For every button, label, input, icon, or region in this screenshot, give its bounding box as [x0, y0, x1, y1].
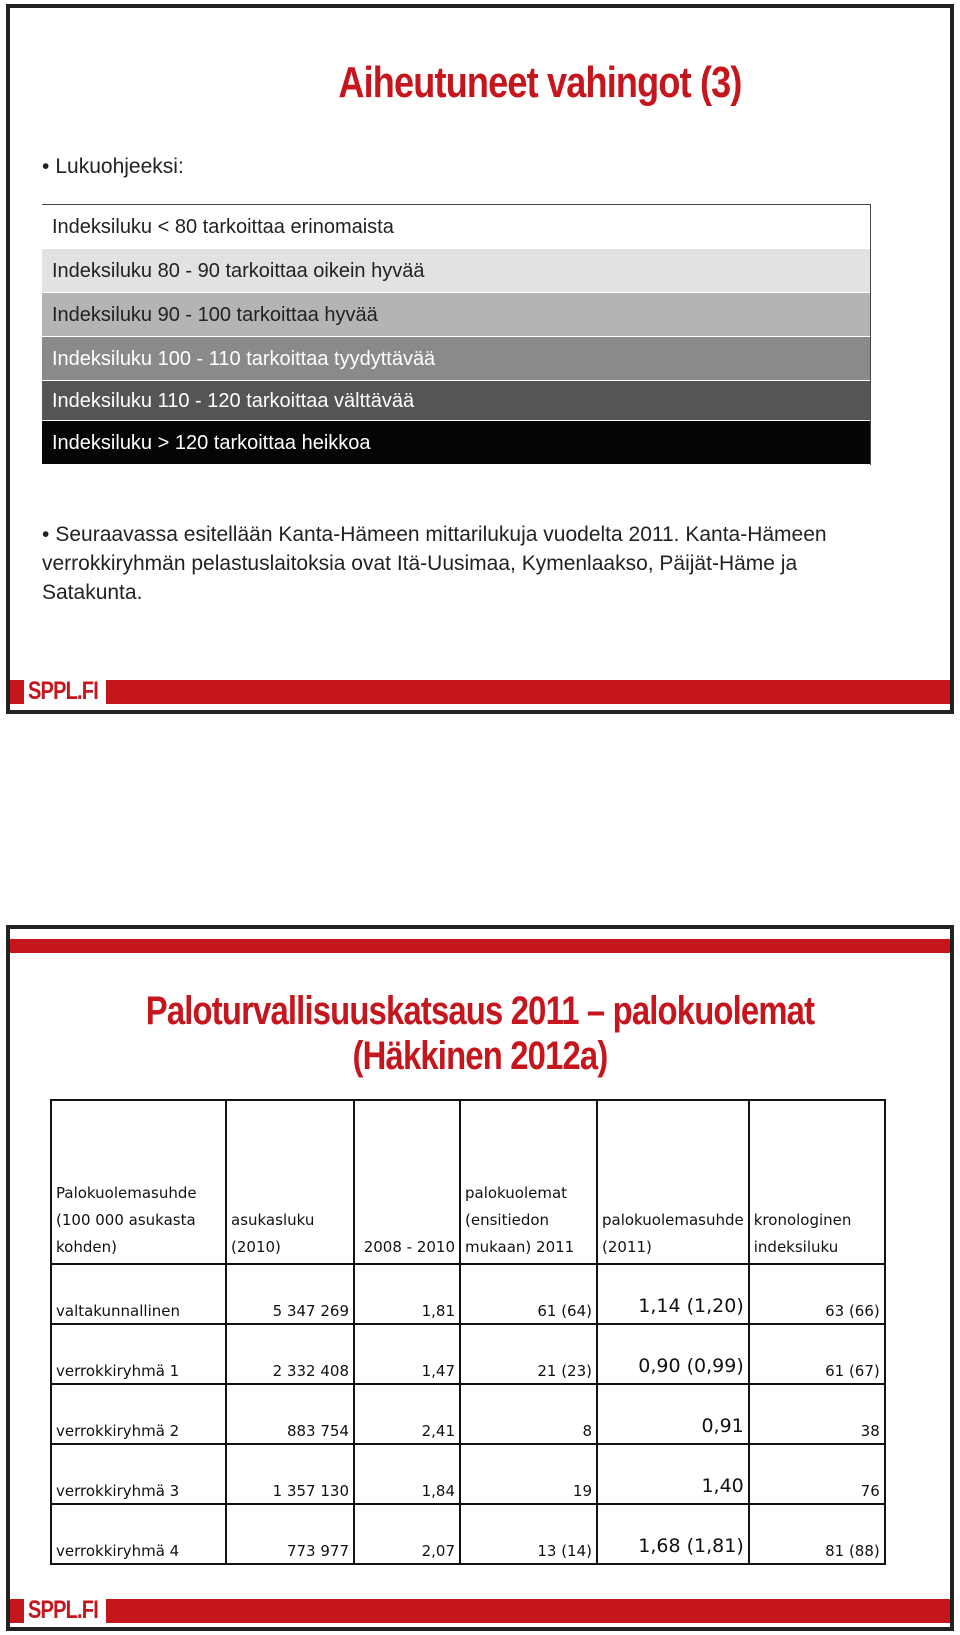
table-cell: 1,84: [354, 1444, 460, 1504]
table-row: [51, 1384, 885, 1444]
header-bar: [10, 939, 950, 953]
table-cell: valtakunnallinen: [51, 1264, 226, 1324]
table-cell: 61 (64): [460, 1264, 597, 1324]
table-cell: 19: [460, 1444, 597, 1504]
table-cell: 5 347 269: [226, 1264, 354, 1324]
table-cell: 2,41: [354, 1384, 460, 1444]
slide-footer: [10, 677, 950, 705]
table-cell: verrokkiryhmä 1: [51, 1324, 226, 1384]
table-cell: 13 (14): [460, 1504, 597, 1564]
legend-row: Indeksiluku 110 - 120 tarkoittaa välttävää: [42, 381, 870, 421]
legend-row: Indeksiluku > 120 tarkoittaa heikkoa: [42, 421, 870, 465]
table-cell: 76: [749, 1444, 885, 1504]
column-header: palokuolemat (ensitiedon mukaan) 2011: [460, 1100, 597, 1264]
footer-bar: [106, 680, 950, 704]
table-cell: 1,40: [597, 1444, 749, 1504]
footer-bar: [106, 1599, 950, 1623]
table-cell: 883 754: [226, 1384, 354, 1444]
table-cell: verrokkiryhmä 2: [51, 1384, 226, 1444]
table-cell: 1,47: [354, 1324, 460, 1384]
table-row: [51, 1264, 885, 1324]
slide-aiheutuneet-vahingot: [6, 4, 954, 714]
slide-title: Aiheutuneet vahingot (3): [338, 58, 742, 107]
legend-row: Indeksiluku < 80 tarkoittaa erinomaista: [42, 205, 870, 249]
palokuolemat-table: [50, 1099, 886, 1565]
table-header-row: [51, 1100, 885, 1264]
table-cell: 1,68 (1,81): [597, 1504, 749, 1564]
column-header: Palokuolemasuhde (100 000 asukasta kohden): [51, 1100, 226, 1264]
table-cell: verrokkiryhmä 3: [51, 1444, 226, 1504]
table-cell: verrokkiryhmä 4: [51, 1504, 226, 1564]
table-cell: 63 (66): [749, 1264, 885, 1324]
table-cell: 1,14 (1,20): [597, 1264, 749, 1324]
table-cell: 773 977: [226, 1504, 354, 1564]
table-cell: 81 (88): [749, 1504, 885, 1564]
table-row: [51, 1504, 885, 1564]
sppl-logo: SPPL.FI: [28, 677, 98, 705]
bullet-lukuohjeeksi: • Lukuohjeeksi:: [42, 155, 184, 178]
legend-row: Indeksiluku 80 - 90 tarkoittaa oikein hyvää: [42, 249, 870, 293]
table-cell: 21 (23): [460, 1324, 597, 1384]
slide-title: Paloturvallisuuskatsaus 2011 – palokuolemat (Häkkinen 2012a): [145, 989, 815, 1078]
table-cell: 1,81: [354, 1264, 460, 1324]
sppl-logo: SPPL.FI: [28, 1596, 98, 1624]
legend-row: Indeksiluku 100 - 110 tarkoittaa tyydyttävää: [42, 337, 870, 381]
table-cell: 8: [460, 1384, 597, 1444]
table-cell: 0,90 (0,99): [597, 1324, 749, 1384]
table-cell: 1 357 130: [226, 1444, 354, 1504]
bullet-description: • Seuraavassa esitellään Kanta-Hämeen mittarilukuja vuodelta 2011. Kanta-Hämeen verrokkiryhmän pelastuslaitoksia ovat Itä-Uusimaa, Kymenlaakso, Päijät-Häme ja Satakunta.: [42, 523, 827, 604]
footer-bar-left: [10, 1599, 24, 1623]
slide-footer: [10, 1596, 950, 1624]
column-header: asukasluku (2010): [226, 1100, 354, 1264]
table-cell: 61 (67): [749, 1324, 885, 1384]
table-cell: 38: [749, 1384, 885, 1444]
table-cell: 2,07: [354, 1504, 460, 1564]
column-header: kronologinen indeksiluku: [749, 1100, 885, 1264]
index-legend: [42, 204, 871, 465]
column-header: 2008 - 2010: [354, 1100, 460, 1264]
legend-row: Indeksiluku 90 - 100 tarkoittaa hyvää: [42, 293, 870, 337]
table-row: [51, 1444, 885, 1504]
bullet-icon: •: [42, 155, 50, 178]
footer-bar-left: [10, 680, 24, 704]
table-cell: 0,91: [597, 1384, 749, 1444]
table-row: [51, 1324, 885, 1384]
slide-palokuolemat: [6, 925, 954, 1631]
column-header: palokuolemasuhde (2011): [597, 1100, 749, 1264]
table-cell: 2 332 408: [226, 1324, 354, 1384]
bullet-icon: •: [42, 523, 50, 546]
